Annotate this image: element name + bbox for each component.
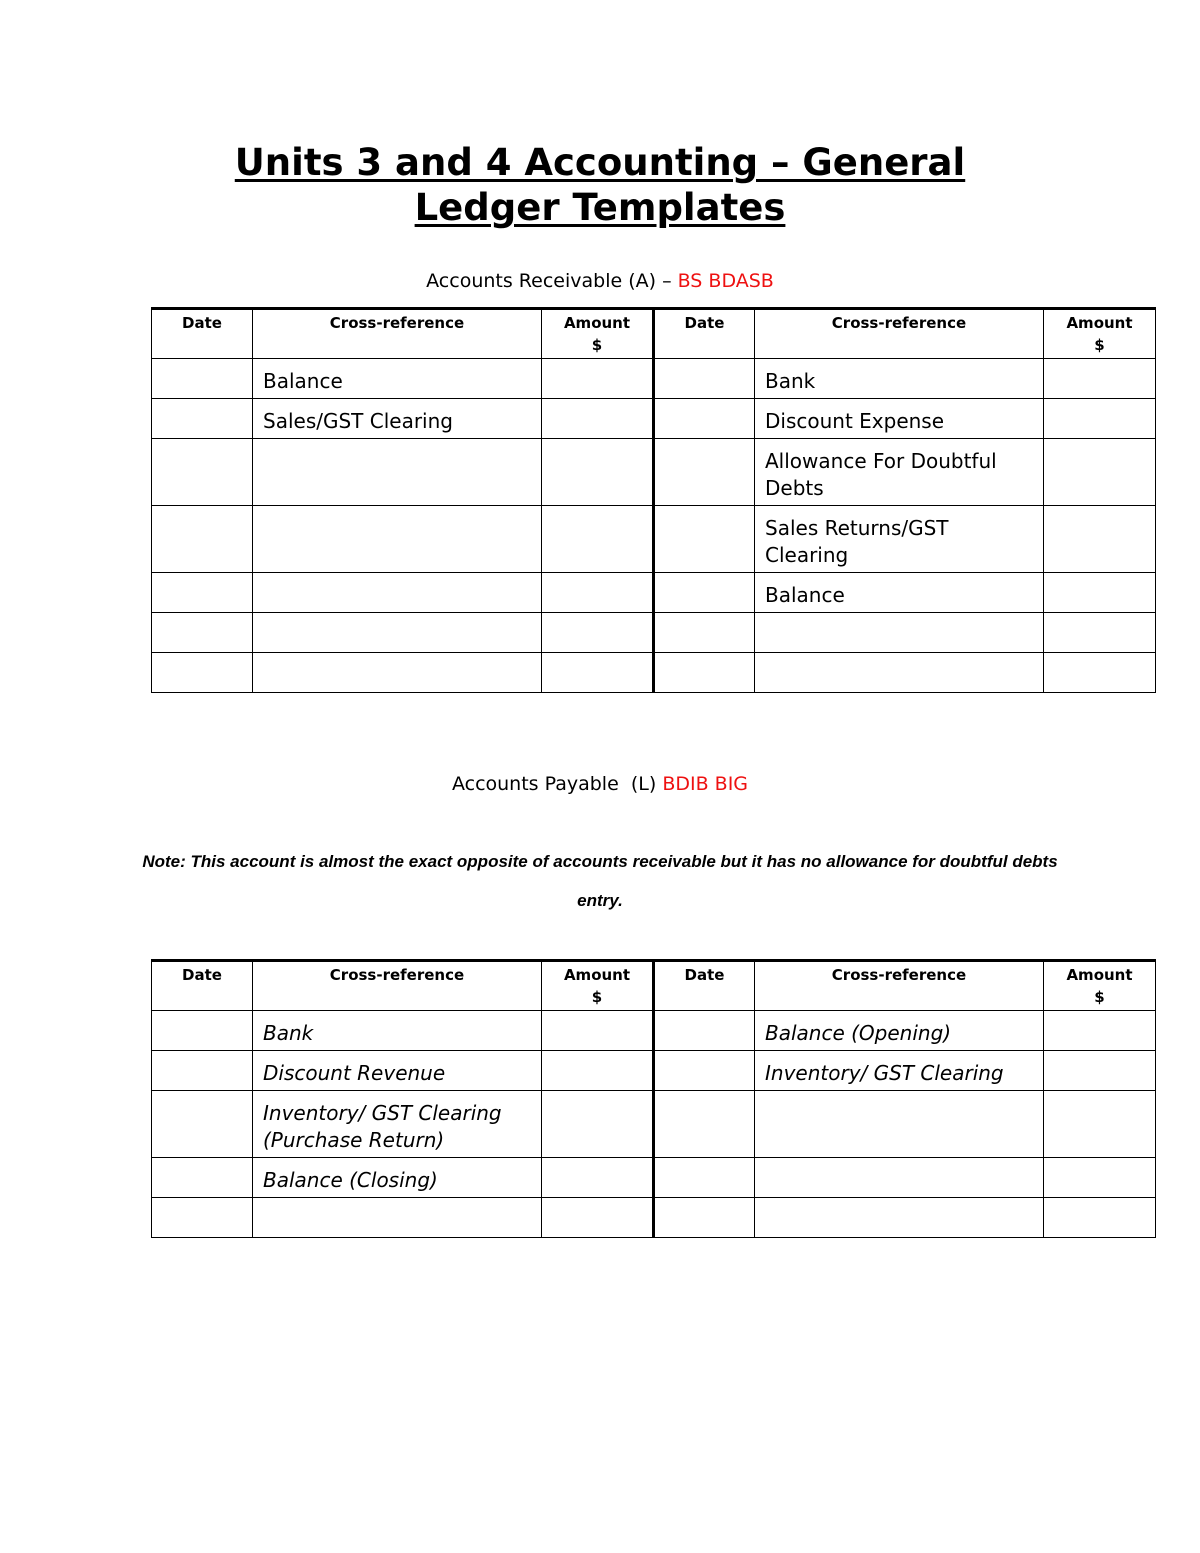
debit-amount-cell bbox=[542, 506, 654, 573]
debit-date-cell bbox=[152, 1198, 253, 1238]
ledger-header-row bbox=[152, 961, 1156, 1011]
credit-amount-cell bbox=[1044, 573, 1156, 613]
credit-amount-cell bbox=[1044, 1198, 1156, 1238]
debit-amount-cell bbox=[542, 1091, 654, 1158]
credit-amount-cell bbox=[1044, 506, 1156, 573]
debit-amount-header bbox=[542, 961, 654, 1011]
credit-date-cell bbox=[654, 573, 755, 613]
credit-date-cell bbox=[654, 1051, 755, 1091]
credit-cross-reference-cell bbox=[755, 653, 1044, 693]
credit-cross-reference-cell bbox=[755, 1158, 1044, 1198]
debit-date-cell bbox=[152, 613, 253, 653]
table-row bbox=[152, 1051, 1156, 1091]
page-title-line-2: Ledger Templates bbox=[414, 186, 786, 229]
debit-date-cell bbox=[152, 573, 253, 613]
amount-header-label: Amount bbox=[1066, 966, 1133, 984]
debit-cross-reference-header: Cross-reference bbox=[253, 961, 542, 1011]
debit-date-cell bbox=[152, 399, 253, 439]
credit-date-cell bbox=[654, 1158, 755, 1198]
table-row bbox=[152, 439, 1156, 506]
credit-amount-header bbox=[1044, 961, 1156, 1011]
table-row bbox=[152, 653, 1156, 693]
accounts-payable-note: Note: This account is almost the exact opposite of accounts receivable but it has no allowance for doubtful debts entry. bbox=[142, 852, 1058, 910]
debit-amount-cell bbox=[542, 399, 654, 439]
debit-amount-cell bbox=[542, 439, 654, 506]
table-row bbox=[152, 613, 1156, 653]
table-row bbox=[152, 506, 1156, 573]
debit-cross-reference-cell bbox=[253, 653, 542, 693]
credit-amount-cell bbox=[1044, 1051, 1156, 1091]
credit-date-cell bbox=[654, 1011, 755, 1051]
amount-header-label: Amount bbox=[563, 966, 631, 984]
amount-header-currency: $ bbox=[591, 988, 603, 1006]
page-title-line-1: Units 3 and 4 Accounting – General bbox=[234, 141, 966, 184]
amount-header-label: Amount bbox=[1066, 314, 1133, 332]
credit-amount-cell bbox=[1044, 359, 1156, 399]
debit-amount-cell bbox=[542, 1158, 654, 1198]
accounts-payable-heading-text: Accounts Payable (L) bbox=[451, 773, 663, 795]
debit-date-cell bbox=[152, 506, 253, 573]
table-row bbox=[152, 1198, 1156, 1238]
debit-cross-reference-cell bbox=[253, 573, 542, 613]
amount-header-label: Amount bbox=[563, 314, 631, 332]
debit-cross-reference-cell: Balance (Closing) bbox=[253, 1158, 542, 1198]
credit-cross-reference-header: Cross-reference bbox=[755, 309, 1044, 359]
debit-amount-header bbox=[542, 309, 654, 359]
table-row bbox=[152, 1011, 1156, 1051]
credit-date-cell bbox=[654, 506, 755, 573]
credit-amount-cell bbox=[1044, 1158, 1156, 1198]
debit-cross-reference-cell: Balance bbox=[253, 359, 542, 399]
page-title bbox=[0, 140, 1200, 230]
credit-cross-reference-cell: Balance (Opening) bbox=[755, 1011, 1044, 1051]
debit-cross-reference-cell bbox=[253, 613, 542, 653]
credit-amount-header bbox=[1044, 309, 1156, 359]
credit-date-cell bbox=[654, 1091, 755, 1158]
table-row bbox=[152, 1158, 1156, 1198]
debit-date-cell bbox=[152, 1011, 253, 1051]
ledger-header-row bbox=[152, 309, 1156, 359]
credit-cross-reference-cell: Discount Expense bbox=[755, 399, 1044, 439]
debit-amount-cell bbox=[542, 1198, 654, 1238]
accounts-receivable-heading bbox=[0, 269, 1200, 293]
accounts-payable-heading bbox=[0, 772, 1200, 796]
credit-cross-reference-cell: Inventory/ GST Clearing bbox=[755, 1051, 1044, 1091]
credit-cross-reference-header: Cross-reference bbox=[755, 961, 1044, 1011]
amount-header-currency: $ bbox=[1094, 336, 1105, 354]
debit-date-cell bbox=[152, 1091, 253, 1158]
credit-date-header: Date bbox=[654, 961, 755, 1011]
debit-cross-reference-cell: Bank bbox=[253, 1011, 542, 1051]
credit-date-cell bbox=[654, 439, 755, 506]
accounts-payable-ledger bbox=[151, 959, 1156, 1238]
accounts-payable-code: BDIB BIG bbox=[662, 773, 749, 795]
debit-date-header: Date bbox=[152, 961, 253, 1011]
debit-amount-cell bbox=[542, 1011, 654, 1051]
amount-header-currency: $ bbox=[591, 336, 603, 354]
accounts-receivable-heading-text: Accounts Receivable (A) – bbox=[426, 270, 678, 292]
table-row bbox=[152, 399, 1156, 439]
credit-date-cell bbox=[654, 1198, 755, 1238]
credit-date-cell bbox=[654, 359, 755, 399]
credit-cross-reference-cell: Sales Returns/GST Clearing bbox=[755, 506, 1044, 573]
credit-date-header: Date bbox=[654, 309, 755, 359]
debit-cross-reference-cell bbox=[253, 506, 542, 573]
debit-date-header: Date bbox=[152, 309, 253, 359]
credit-cross-reference-cell: Allowance For Doubtful Debts bbox=[755, 439, 1044, 506]
credit-amount-cell bbox=[1044, 1011, 1156, 1051]
debit-amount-cell bbox=[542, 653, 654, 693]
debit-date-cell bbox=[152, 653, 253, 693]
debit-amount-cell bbox=[542, 613, 654, 653]
accounts-receivable-ledger bbox=[151, 307, 1156, 693]
credit-cross-reference-cell bbox=[755, 1091, 1044, 1158]
debit-amount-cell bbox=[542, 359, 654, 399]
table-row bbox=[152, 1091, 1156, 1158]
credit-amount-cell bbox=[1044, 1091, 1156, 1158]
debit-date-cell bbox=[152, 1158, 253, 1198]
credit-cross-reference-cell bbox=[755, 1198, 1044, 1238]
accounts-receivable-code: BS BDASB bbox=[677, 270, 774, 292]
debit-cross-reference-cell: Discount Revenue bbox=[253, 1051, 542, 1091]
debit-date-cell bbox=[152, 359, 253, 399]
credit-amount-cell bbox=[1044, 613, 1156, 653]
debit-cross-reference-header: Cross-reference bbox=[253, 309, 542, 359]
debit-amount-cell bbox=[542, 1051, 654, 1091]
debit-cross-reference-cell: Inventory/ GST Clearing (Purchase Return) bbox=[253, 1091, 542, 1158]
credit-cross-reference-cell: Bank bbox=[755, 359, 1044, 399]
debit-date-cell bbox=[152, 439, 253, 506]
debit-amount-cell bbox=[542, 573, 654, 613]
credit-date-cell bbox=[654, 399, 755, 439]
credit-cross-reference-cell: Balance bbox=[755, 573, 1044, 613]
amount-header-currency: $ bbox=[1094, 988, 1105, 1006]
debit-cross-reference-cell bbox=[253, 1198, 542, 1238]
debit-date-cell bbox=[152, 1051, 253, 1091]
table-row bbox=[152, 359, 1156, 399]
credit-amount-cell bbox=[1044, 653, 1156, 693]
credit-amount-cell bbox=[1044, 439, 1156, 506]
table-row bbox=[152, 573, 1156, 613]
credit-date-cell bbox=[654, 653, 755, 693]
debit-cross-reference-cell bbox=[253, 439, 542, 506]
credit-amount-cell bbox=[1044, 399, 1156, 439]
debit-cross-reference-cell: Sales/GST Clearing bbox=[253, 399, 542, 439]
credit-cross-reference-cell bbox=[755, 613, 1044, 653]
credit-date-cell bbox=[654, 613, 755, 653]
